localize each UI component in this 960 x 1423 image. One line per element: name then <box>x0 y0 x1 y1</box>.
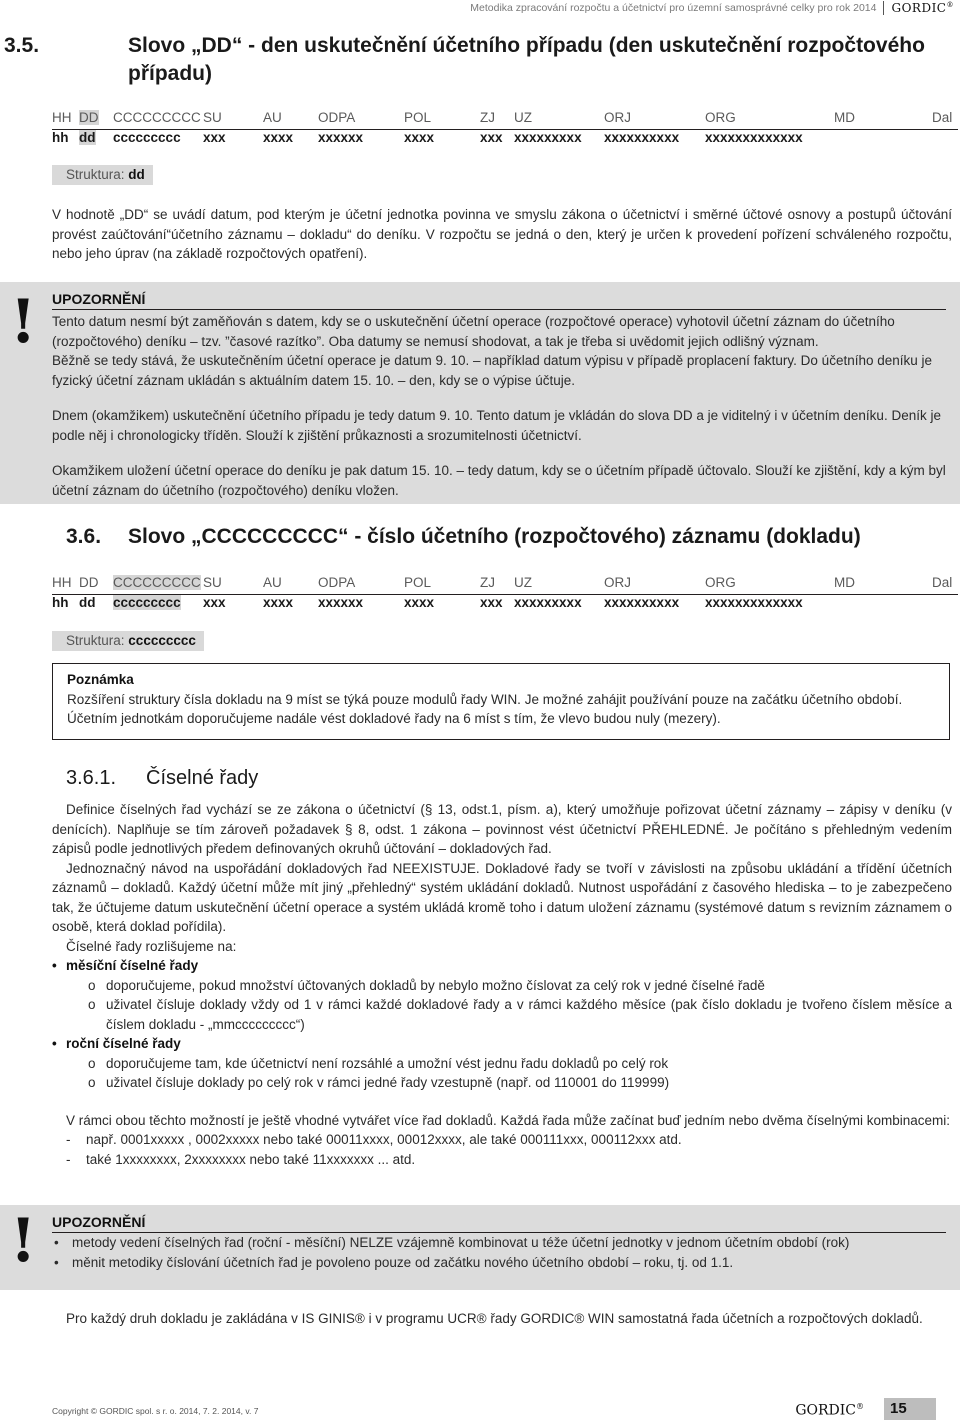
warning-text: Tento datum nesmí být zaměňován s datem, kdy se o uskutečnění účetní operace (rozpočtové operace) vyhotovil účetní záznam do účetního (rozpočtového) deníku – tzv. ”časové razítko”. Oba datumy se nemusí shodovat, a tak je třeba si uvědomit jejich odlišný význam. Běžně se tedy stává, že uskutečněním účetní operace je datum 9. 10. – například datum výpisu v případě proplacení faktury. Do účetního deníku je fyzický účetní záznam ukládán s aktuálním datem 15. 10. – den, kdy se o výpise účtuje. Dnem (okamžikem) uskutečnění účetního případu je tedy datum 9. 10. Tento datum je vkládán do slova DD a je viditelný i v účetním deníku. Deník je podle něj i chronologicky tříděn. Slouží k zjištění průkaznosti a srozumitelnosti účetnictví. Okamžikem uložení účetní operace do deníku je pak datum 15. 10. – tedy datum, kdy se o účetním případě účtovalo. Slouží ke zjištění, kdy a kým byl účetní záznam do účetního (rozpočtového) deníku vložen. <box>52 314 946 498</box>
section-title: Slovo „CCCCCCCCC“ - číslo účetního (rozpočtového) záznamu (dokladu) <box>128 525 861 548</box>
closing-paragraph: Pro každý druh dokladu je zakládána v IS GINIS® i v programu UCR® řady GORDIC® WIN samostatná řada účetních a rozpočtových dokladů. <box>66 1311 923 1326</box>
label-hh: HH <box>52 110 72 125</box>
structure-labels-row <box>52 110 958 130</box>
section-3-5-heading <box>4 32 958 88</box>
value-uz: xxxxxxxxx <box>514 130 582 145</box>
structure-values-row: hh dd ccccccccc xxx xxxx xxxxxx xxxx xxx xxxxxxxxx xxxxxxxxxx xxxxxxxxxxxxx <box>52 595 803 610</box>
section-number: 3.6.1. <box>66 767 117 789</box>
warning-box <box>0 282 960 504</box>
exclamation-icon: ! <box>10 1206 37 1276</box>
list-item: • metody vedení číselných řad (roční - měsíční) NELZE vzájemně kombinovat u téže účetní jednotky v jednom účetním období (rok) <box>52 1233 952 1253</box>
label-md: MD <box>834 110 855 125</box>
label-dal: Dal <box>932 110 953 125</box>
label-org: ORG <box>705 110 736 125</box>
section-number: 3.6. <box>66 525 102 548</box>
warning-text <box>52 1233 952 1272</box>
section-number: 3.5. <box>4 34 40 57</box>
structure-labels-row: HH DD CCCCCCCCC SU AU ODPA POL ZJ UZ ORJ ORG MD Dal <box>52 575 958 595</box>
label-odpa: ODPA <box>318 110 356 125</box>
value-pol: xxxx <box>404 130 435 145</box>
label-c: CCCCCCCCC <box>113 110 201 125</box>
section-3-6-1-heading <box>66 767 258 790</box>
header-title: Metodika zpracování rozpočtu a účetnictví pro územní samosprávné celky pro rok 2014 <box>470 2 877 14</box>
list-item: • roční číselné řady <box>52 1034 952 1054</box>
list-item: o uživatel čísluje doklady po celý rok v rámci jedné řady vzestupně (např. od 110001 do 119999) <box>52 1073 952 1093</box>
list-item: - např. 0001xxxxx , 0002xxxxx nebo také 00011xxxx, 00012xxxx, ale také 000111xxx, 000112xxx atd. <box>52 1130 952 1150</box>
copyright-text: Copyright © GORDIC spol. s r. o. 2014, 7. 2. 2014, v. 7 <box>52 1406 259 1416</box>
value-org: xxxxxxxxxxxxx <box>705 130 803 145</box>
numbering-types-list <box>52 956 952 1093</box>
note-text: Rozšíření struktury čísla dokladu na 9 míst se týká pouze modulů řady WIN. Je možné zahájit používání pouze na začátku účetního období. <box>67 691 903 707</box>
note-text: Účetním jednotkám doporučujeme nadále vést dokladové řady na 6 míst s tím, že vlevo budou nuly (mezery). <box>67 711 721 726</box>
value-su: xxx <box>203 130 226 145</box>
value-zj: xxx <box>480 130 503 145</box>
running-header <box>470 0 954 16</box>
list-item: o doporučujeme tam, kde účetnictví není rozsáhlé a umožní vést jednu řadu dokladů po celý rok <box>52 1054 952 1074</box>
value-dd: dd <box>79 130 96 145</box>
label-orj: ORJ <box>604 110 631 125</box>
page-number: 15 <box>884 1398 936 1420</box>
section-title: Slovo „DD“ - den uskutečnění účetního případu (den uskutečnění rozpočtového případu) <box>128 34 925 85</box>
label-su: SU <box>203 110 222 125</box>
structure-badge: Struktura: ccccccccc <box>52 631 204 651</box>
label-dd: DD <box>79 110 99 125</box>
value-odpa: xxxxxx <box>318 130 364 145</box>
value-c: ccccccccc <box>113 130 181 145</box>
note-title: Poznámka <box>67 672 134 687</box>
value-hh: hh <box>52 130 69 145</box>
numbering-series-body: Definice číselných řad vychází se ze zákona o účetnictví (§ 13, odst.1, písm. a), který umožňuje pořizovat účetní záznamy – zápisy v deníku (v denících). Naplňuje se tím zároveň požadavek § 8, odst. 1 zákona – povinnost vést účetnictví PŘEHLEDNÉ. Je počítáno s přehledným vedením zápisů podle jednotlivých předem definovaných okruhů účtování – dokladových řad. Jednoznačný návod na uspořádání dokladových řad NEEXISTUJE. Dokladové řady se tvoří v závislosti na způsobu ukládání a třídění účetních záznamů – dokladů. Každý účetní může mít jiný „přehledný“ systém ukládání dokladů. Nutnost uspořádání z časového hlediska – to je zabezpečeno tak, že účtujeme datum uskutečnění účetní operace a systém ukládá kromě toho i datum uložení záznamu (systémové datum s revizním záznamem o osobě, která doklad pořídila). Číselné řady rozlišujeme na: • měsíční číselné řady o doporučujeme, pokud množství účtovaných dokladů by nebylo možno číslovat za celý rok v jedné číselné řadě o uživatel čísluje doklady vždy od 1 v rámci každé dokladové řady a v rámci každého měsíce (pak číslo dokladu je tvořeno číslem měsíce a číslem dokladu - „mmccccccccc“) • roční číselné řady o doporučujeme tam, kde účetnictví není rozsáhlé a umožní vést jednu řadu dokladů po celý rok o uživatel čísluje doklady po celý rok v rámci jedné řady vzestupně (např. od 110001 do 119999) V rámci obou těchto možností je ještě vhodné vytvářet více řad dokladů. Každá řada může začínat buď jedním nebo dvěma číselnými kombinacemi: - např. 0001xxxxx , 0002xxxxx nebo také 00011xxxx, 00012xxxx, ale také 000111xxx, 000112xxx atd. - také 1xxxxxxxx, 2xxxxxxxx nebo také 11xxxxxxx ... atd. <box>52 800 952 1169</box>
record-structure-table <box>52 110 958 149</box>
warning-title: UPOZORNĚNÍ <box>52 1213 946 1233</box>
header-divider <box>883 1 884 15</box>
warning-title: UPOZORNĚNÍ <box>52 290 946 310</box>
list-item: o doporučujeme, pokud množství účtovaných dokladů by nebylo možno číslovat za celý rok v jedné číselné řadě <box>52 976 952 996</box>
list-item: • měnit metodiky číslování účetních řad je povoleno pouze od začátku nového účetního období – roku, tj. od 1.1. <box>52 1253 952 1273</box>
list-item: - také 1xxxxxxxx, 2xxxxxxxx nebo také 11xxxxxxx ... atd. <box>52 1150 952 1170</box>
record-structure-table <box>52 575 958 614</box>
header-logo: GORDIC® <box>891 1 954 15</box>
section-title: Číselné řady <box>146 767 259 789</box>
structure-values-row <box>52 130 958 149</box>
label-pol: POL <box>404 110 432 125</box>
section-3-5-paragraph: V hodnotě „DD“ se uvádí datum, pod kterým je účetní jednotka povinna ve smyslu zákona o účetnictví i směrné účtové osnovy a postupů účtování provést zaúčtování“účetního záznamu – dokladu“ do deníku. V rozpočtu se jedná o den, který je určen k provedení pořízení schváleného rozpočtu, nebo jeho úprav (na základě rozpočtových opatření). <box>52 207 952 261</box>
footer-logo: GORDIC® <box>795 1402 864 1419</box>
label-zj: ZJ <box>480 110 495 125</box>
label-uz: UZ <box>514 110 532 125</box>
section-3-6-heading <box>66 523 861 551</box>
structure-badge: Struktura: dd <box>52 165 153 185</box>
warning-box <box>0 1205 960 1290</box>
label-au: AU <box>263 110 282 125</box>
list-item: • měsíční číselné řady <box>52 956 952 976</box>
value-au: xxxx <box>263 130 294 145</box>
examples-list <box>52 1130 952 1169</box>
value-orj: xxxxxxxxxx <box>604 130 680 145</box>
list-item: o uživatel čísluje doklady vždy od 1 v rámci každé dokladové řady a v rámci každého měsíce (pak číslo dokladu je tvořeno číslem měsíce a číslem dokladu - „mmccccccccc“) <box>52 995 952 1034</box>
exclamation-icon: ! <box>10 287 37 357</box>
note-box <box>52 663 950 740</box>
